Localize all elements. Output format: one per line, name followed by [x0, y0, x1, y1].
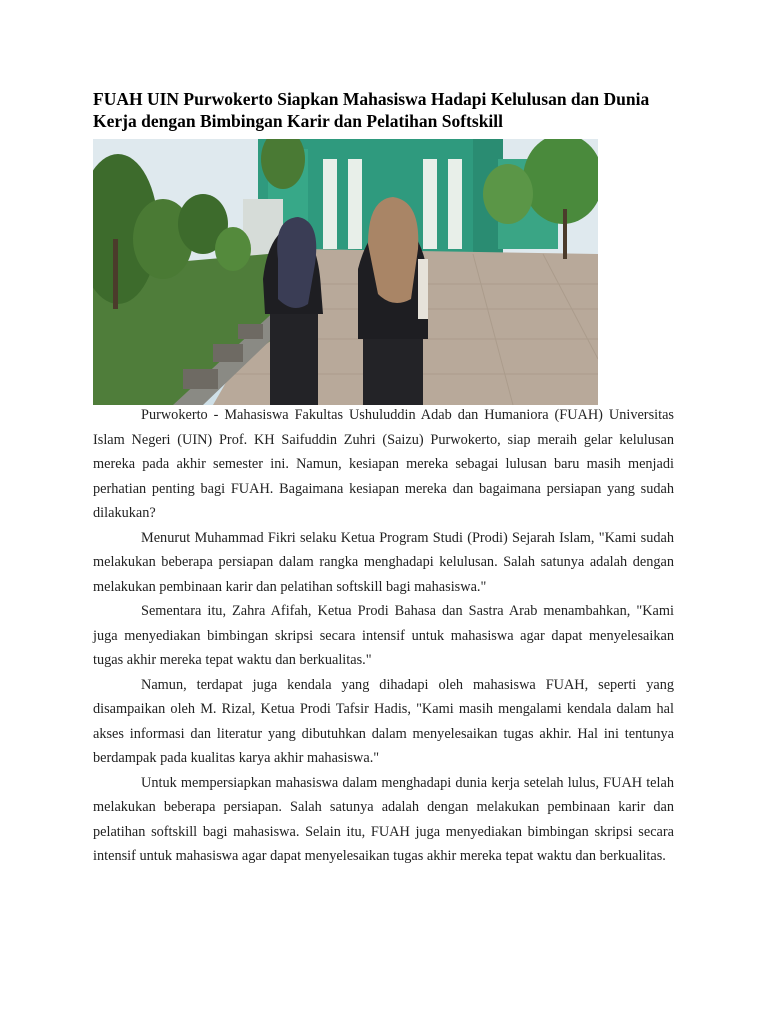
- photo-person-left: [263, 217, 323, 405]
- article-paragraph-1: Purwokerto - Mahasiswa Fakultas Ushuluddin Adab dan Humaniora (FUAH) Universitas Islam Negeri (UIN) Prof. KH Saifuddin Zuhri (Saizu) Purwokerto, siap meraih gelar kelulusan mereka pada akhir semester ini. Namun, kesiapan mereka sebagai lulusan baru masih menjadi perhatian penting bagi FUAH. Bagaimana kesiapan mereka dan bagaimana persiapan yang sudah dilakukan?: [93, 407, 674, 521]
- article-paragraph-2: Menurut Muhammad Fikri selaku Ketua Program Studi (Prodi) Sejarah Islam, "Kami sudah melakukan beberapa persiapan dalam rangka menghadapi kelulusan. Salah satunya adalah dengan melakukan pembinaan karir dan pelatihan softskill bagi mahasiswa.": [93, 529, 674, 595]
- article-paragraph-5: Untuk mempersiapkan mahasiswa dalam menghadapi dunia kerja setelah lulus, FUAH telah melakukan beberapa persiapan. Salah satunya adalah dengan melakukan pembinaan karir dan pelatihan softskill bagi mahasiswa. Selain itu, FUAH juga menyediakan bimbingan skripsi secara intensif untuk mahasiswa agar dapat menyelesaikan tugas akhir mereka tepat waktu dan berkualitas.: [93, 774, 674, 864]
- article-photo: [93, 139, 598, 405]
- photo-illustration: [93, 139, 598, 405]
- article-body: [93, 403, 674, 869]
- article-paragraph-3: Sementara itu, Zahra Afifah, Ketua Prodi Bahasa dan Sastra Arab menambahkan, "Kami juga menyediakan bimbingan skripsi secara intensif untuk mahasiswa agar dapat menyelesaikan tugas akhir mereka tepat waktu dan berkualitas.": [93, 603, 674, 668]
- article-title: FUAH UIN Purwokerto Siapkan Mahasiswa Hadapi Kelulusan dan Dunia Kerja dengan Bimbingan Karir dan Pelatihan Softskill: [93, 89, 650, 131]
- article-paragraph-4: Namun, terdapat juga kendala yang dihadapi oleh mahasiswa FUAH, seperti yang disampaikan oleh M. Rizal, Ketua Prodi Tafsir Hadis, "Kami masih mengalami kendala dalam hal akses informasi dan literatur yang dibutuhkan dalam menyelesaikan tugas akhir. Hal ini tentunya berdampak pada kualitas karya akhir mahasiswa.": [93, 676, 674, 766]
